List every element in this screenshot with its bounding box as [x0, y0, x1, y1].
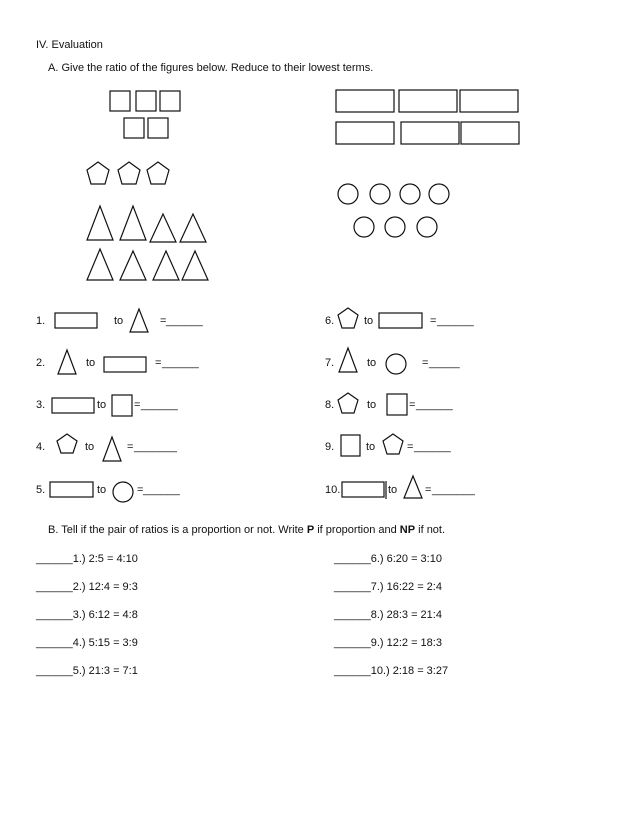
item-number: 2. — [36, 357, 46, 369]
item8-pentagon — [338, 393, 358, 413]
item10-rectangle — [342, 482, 384, 497]
pentagon — [147, 162, 169, 184]
part-b-np: NP — [399, 524, 416, 536]
proportion-item — [334, 636, 442, 650]
item4-triangle — [103, 437, 121, 461]
circle — [400, 184, 420, 204]
item9-square — [341, 435, 360, 456]
triangle — [182, 251, 208, 280]
item-number: 1. — [36, 315, 46, 327]
answer-blank[interactable]: ______ — [36, 581, 73, 593]
item-text: 5.) 21:3 = 7:1 — [72, 665, 138, 677]
proportion-item — [36, 636, 138, 650]
item1-rectangle — [55, 313, 97, 328]
rectangles-group — [336, 90, 519, 144]
item2-rectangle — [104, 357, 146, 372]
proportion-item — [334, 552, 442, 566]
item-to: to — [367, 357, 377, 369]
part-b-instruction — [48, 523, 445, 537]
triangle — [120, 251, 146, 280]
answer-blank[interactable]: ______ — [414, 441, 451, 453]
item-equals: = — [134, 399, 141, 411]
part-b-instruction-mid: if proportion and — [314, 524, 400, 536]
part-a-instruction: A. Give the ratio of the figures below. Reduce to their lowest terms. — [48, 62, 374, 74]
item7-triangle — [339, 348, 357, 372]
section-title: IV. Evaluation — [36, 39, 103, 51]
triangles-group — [87, 206, 208, 280]
square — [124, 118, 144, 138]
pentagon — [118, 162, 140, 184]
item-to: to — [86, 357, 96, 369]
answer-blank[interactable]: ______ — [143, 484, 180, 496]
square — [136, 91, 156, 111]
square — [110, 91, 130, 111]
triangle — [87, 249, 113, 280]
item-text: 4.) 5:15 = 3:9 — [72, 637, 138, 649]
item2-triangle — [58, 350, 76, 374]
proportion-item — [334, 608, 442, 622]
answer-blank[interactable]: ______ — [166, 315, 203, 327]
small-squares-group — [110, 91, 180, 138]
item-equals: = — [425, 484, 432, 496]
answer-blank[interactable]: _______ — [134, 441, 177, 453]
item-text: 3.) 6:12 = 4:8 — [72, 609, 138, 621]
answer-blank[interactable]: ______ — [437, 315, 474, 327]
answer-blank[interactable]: ______ — [162, 357, 199, 369]
item-to: to — [388, 484, 398, 496]
circle — [370, 184, 390, 204]
item-to: to — [97, 399, 107, 411]
rectangle — [461, 122, 519, 144]
item-equals: = — [407, 441, 414, 453]
answer-blank[interactable]: ______ — [334, 553, 371, 565]
item-number: 4. — [36, 441, 46, 453]
item6-pentagon — [338, 308, 358, 328]
circle — [429, 184, 449, 204]
triangle — [150, 214, 176, 242]
item3-rectangle — [52, 398, 94, 413]
item-text: 8.) 28:3 = 21:4 — [370, 609, 442, 621]
answer-blank[interactable]: ______ — [416, 399, 453, 411]
square — [148, 118, 168, 138]
answer-blank[interactable]: ______ — [36, 637, 73, 649]
item-equals: = — [155, 357, 162, 369]
item-equals: = — [422, 357, 429, 369]
circles-group — [338, 184, 449, 237]
item10-triangle — [404, 476, 422, 498]
proportion-item — [36, 552, 138, 566]
answer-blank[interactable]: ______ — [36, 665, 73, 677]
pentagons-group — [87, 162, 169, 184]
part-b-p: P — [306, 524, 315, 536]
item-number: 8. — [325, 399, 335, 411]
circle — [338, 184, 358, 204]
circle — [385, 217, 405, 237]
item-number: 6. — [325, 315, 335, 327]
item-to: to — [97, 484, 107, 496]
item9-pentagon — [383, 434, 403, 454]
triangle — [153, 251, 179, 280]
item-text: 6.) 6:20 = 3:10 — [370, 553, 442, 565]
item-to: to — [366, 441, 376, 453]
item-number: 10. — [325, 484, 341, 496]
item5-rectangle — [50, 482, 93, 497]
item8-square — [387, 394, 407, 415]
answer-blank[interactable]: ______ — [141, 399, 178, 411]
answer-blank[interactable]: _______ — [432, 484, 475, 496]
item-to: to — [85, 441, 95, 453]
item-text: 1.) 2:5 = 4:10 — [72, 553, 138, 565]
item-text: 9.) 12:2 = 18:3 — [370, 637, 442, 649]
proportion-item — [334, 580, 442, 594]
item-equals: = — [409, 399, 416, 411]
item-number: 9. — [325, 441, 335, 453]
item3-square — [112, 395, 132, 416]
square — [160, 91, 180, 111]
rectangle — [399, 90, 457, 112]
circle — [354, 217, 374, 237]
item-text: 2.) 12:4 = 9:3 — [72, 581, 138, 593]
answer-blank[interactable]: ______ — [36, 553, 73, 565]
item-text: 7.) 16:22 = 2:4 — [370, 581, 442, 593]
item-number: 5. — [36, 484, 46, 496]
part-b-instruction-post: if not. — [415, 524, 446, 536]
rectangle — [336, 122, 394, 144]
item1-triangle — [130, 309, 148, 332]
item7-circle — [386, 354, 406, 374]
rectangle — [460, 90, 518, 112]
pentagon — [87, 162, 109, 184]
item6-rectangle — [379, 313, 422, 328]
item-to: to — [367, 399, 377, 411]
triangle — [87, 206, 113, 240]
triangle — [180, 214, 206, 242]
item-equals: = — [160, 315, 167, 327]
item-to: to — [364, 315, 374, 327]
item-equals: = — [127, 441, 134, 453]
proportion-item — [36, 664, 138, 678]
answer-blank[interactable]: ______ — [334, 609, 371, 621]
answer-blank[interactable]: _____ — [429, 357, 460, 369]
triangle — [120, 206, 146, 240]
proportion-item — [36, 580, 138, 594]
rectangle — [336, 90, 394, 112]
answer-blank[interactable]: ______ — [334, 637, 371, 649]
proportion-item — [334, 664, 448, 678]
answer-blank[interactable]: ______ — [36, 609, 73, 621]
rectangle — [401, 122, 459, 144]
item-equals: = — [430, 315, 437, 327]
item4-pentagon — [57, 434, 77, 453]
item-number: 7. — [325, 357, 335, 369]
answer-blank[interactable]: ______ — [334, 581, 371, 593]
answer-blank[interactable]: ______ — [334, 665, 371, 677]
circle — [417, 217, 437, 237]
item5-circle — [113, 482, 133, 502]
item-number: 3. — [36, 399, 46, 411]
item-equals: = — [137, 484, 144, 496]
part-b-instruction-pre: B. Tell if the pair of ratios is a proportion or not. Write — [48, 524, 307, 536]
item-to: to — [114, 315, 124, 327]
item-text: 10.) 2:18 = 3:27 — [370, 665, 449, 677]
proportion-item — [36, 608, 138, 622]
